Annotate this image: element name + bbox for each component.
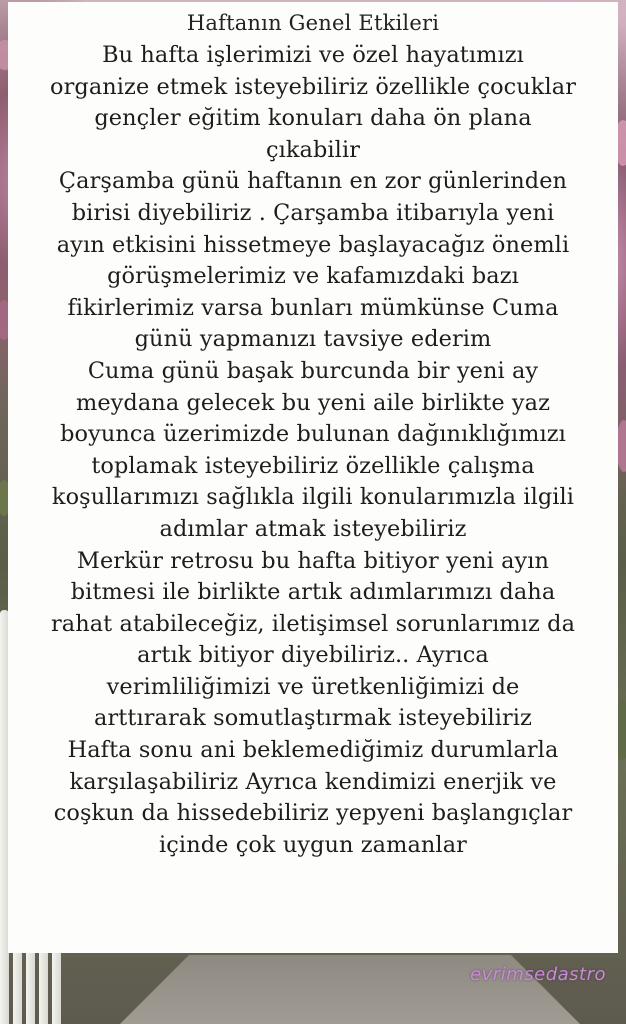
text-line: koşullarımızı sağlıkla ilgili konularımızla ilgili bbox=[51, 484, 575, 511]
card-body bbox=[12, 40, 614, 861]
text-line: meydana gelecek bu yeni aile birlikte yaz bbox=[75, 389, 551, 416]
text-line: Cuma günü başak burcunda bir yeni ay bbox=[87, 357, 539, 384]
text-line: karşılaşabiliriz Ayrıca kendimizi enerjik ve bbox=[69, 768, 557, 795]
text-line: gençler eğitim konuları daha ön plana bbox=[94, 105, 532, 132]
text-line: verimliliğimizi ve üretkenliğimizi de bbox=[106, 673, 520, 700]
text-line: günü yapmanızı tavsiye ederim bbox=[134, 326, 492, 353]
text-line: birisi diyebiliriz . Çarşamba itibarıyla yeni bbox=[71, 199, 555, 226]
text-line: Merkür retrosu bu hafta bitiyor yeni ayın bbox=[76, 547, 550, 574]
text-line: toplamak isteyebiliriz özellikle çalışma bbox=[91, 452, 535, 479]
text-line: artık bitiyor diyebiliriz.. Ayrıca bbox=[137, 642, 489, 669]
text-line: coşkun da hissedebiliriz yepyeni başlangıçlar bbox=[53, 800, 573, 827]
text-line: organize etmek isteyebiliriz özellikle çocuklar bbox=[50, 73, 576, 100]
text-line: adımlar atmak isteyebiliriz bbox=[159, 515, 467, 542]
text-line: Çarşamba günü haftanın en zor günlerinden bbox=[58, 168, 568, 195]
card-title: Haftanın Genel Etkileri bbox=[186, 11, 440, 35]
text-line: ayın etkisini hissetmeye başlayacağız önemli bbox=[56, 231, 570, 258]
text-line: bitmesi ile birlikte artık adımlarımızı daha bbox=[70, 579, 556, 606]
text-line: boyunca üzerimizde bulunan dağınıklığımızı bbox=[60, 421, 566, 448]
text-line: içinde çok uygun zamanlar bbox=[159, 831, 467, 858]
text-line: rahat atabileceğiz, iletişimsel sorunlarımız da bbox=[50, 610, 576, 637]
text-line: Bu hafta işlerimizi ve özel hayatımızı bbox=[102, 42, 524, 68]
text-line: görüşmelerimiz ve kafamızdaki bazı bbox=[107, 263, 519, 290]
text-card bbox=[8, 2, 618, 953]
text-line: çıkabilir bbox=[265, 136, 361, 163]
text-line: arttırarak somutlaştırmak isteyebiliriz bbox=[94, 705, 532, 732]
text-line: fikirlerimiz varsa bunları mümkünse Cuma bbox=[67, 294, 559, 321]
text-line: Hafta sonu ani beklemediğimiz durumlarla bbox=[67, 737, 559, 764]
watermark-handle: evrimsedastro bbox=[470, 964, 606, 985]
